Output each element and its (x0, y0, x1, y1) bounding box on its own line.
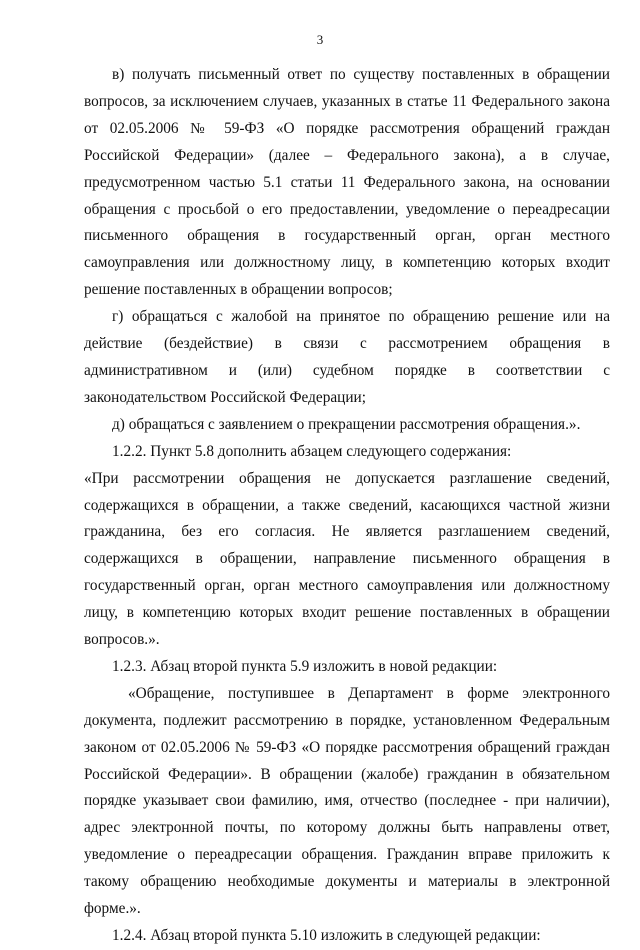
paragraph-item-v: в) получать письменный ответ по существу поставленных в обращении вопросов, за исключением случаев, указанных в статье 11 Федерального закона от 02.05.2006 № 59-ФЗ «О порядке рассмотрения обращений граждан Российской Федерации» (далее – Федерального закона), а в случае, предусмотренном частью 5.1 статьи 11 Федерального закона, на основании обращения с просьбой о его предоставлении, уведомление о переадресации письменного обращения в государственный орган, орган местного самоуправления или должностному лицу, в компетенцию которых входит решение поставленных в обращении вопросов; (84, 66, 610, 299)
paragraph-1-2-2: 1.2.2. Пункт 5.8 дополнить абзацем следующего содержания: (112, 442, 512, 460)
document-body (84, 62, 610, 950)
paragraph-item-d: д) обращаться с заявлением о прекращении рассмотрения обращения.». (112, 415, 581, 433)
page-number: 3 (316, 32, 324, 47)
paragraph-1-2-4: 1.2.4. Абзац второй пункта 5.10 изложить в следующей редакции: (112, 927, 541, 944)
quote-paragraph-5-8: «При рассмотрении обращения не допускается разглашение сведений, содержащихся в обращении, а также сведений, касающихся частной жизни гражданина, без его согласия. Не является разглашением сведений, содержащихся в обращении, направление письменного обращения в государственный орган, орган местного самоуправления или должностному лицу, в компетенцию которых входит решение поставленных в обращении вопросов.». (84, 469, 610, 649)
paragraph-1-2-3: 1.2.3. Абзац второй пункта 5.9 изложить в новой редакции: (112, 657, 498, 675)
paragraph-item-g: г) обращаться с жалобой на принятое по обращению решение или на действие (бездействие) в связи с рассмотрением обращения в административном и (или) судебном порядке в соответствии с законодательством Российской Федерации; (84, 308, 610, 406)
quote-paragraph-5-9: «Обращение, поступившее в Департамент в форме электронного документа, подлежит рассмотрению в порядке, установленном Федеральным законом от 02.05.2006 № 59-ФЗ «О порядке рассмотрения обращений граждан Российской Федерации». В обращении (жалобе) гражданин в обязательном порядке указывает свои фамилию, имя, отчество (последнее - при наличии), адрес электронной почты, по которому должны быть направлены ответ, уведомление о переадресации обращения. Гражданин вправе приложить к такому обращению необходимые документы и материалы в электронной форме.». (84, 684, 610, 918)
